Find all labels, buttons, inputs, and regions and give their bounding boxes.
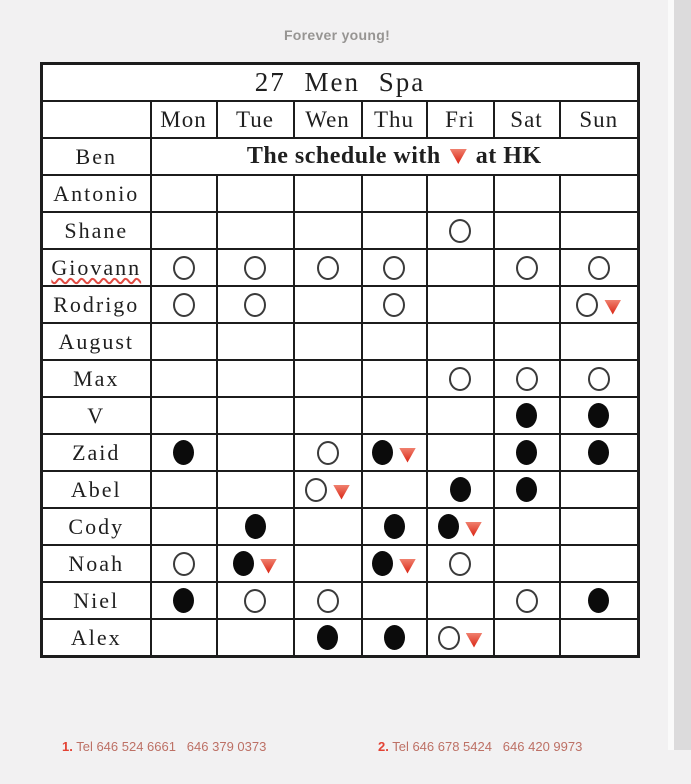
red-triangle-icon — [604, 300, 621, 315]
schedule-cell — [217, 619, 294, 657]
schedule-cell — [427, 434, 494, 471]
schedule-cell — [427, 175, 494, 212]
row-name: Noah — [42, 545, 151, 582]
filled-circle-icon — [233, 551, 254, 576]
row-name: Max — [42, 360, 151, 397]
open-circle-icon — [516, 589, 538, 613]
schedule-cell — [294, 286, 362, 323]
schedule-cell — [217, 397, 294, 434]
banner-cell — [151, 138, 639, 175]
footer-marker: 2. — [378, 739, 389, 754]
banner-text-after: at HK — [475, 143, 542, 169]
schedule-cell — [560, 508, 639, 545]
day-header-sat: Sat — [494, 101, 560, 138]
schedule-cell — [362, 397, 427, 434]
filled-circle-icon — [173, 440, 194, 465]
schedule-cell — [560, 175, 639, 212]
schedule-cell — [494, 323, 560, 360]
filled-circle-icon — [516, 477, 537, 502]
red-triangle-icon — [260, 559, 277, 574]
table-row — [42, 249, 639, 286]
footer-text: Tel 646 678 5424 646 420 9973 — [388, 739, 583, 754]
table-row — [42, 471, 639, 508]
open-circle-icon — [173, 552, 195, 576]
open-circle-icon — [317, 441, 339, 465]
schedule-table — [40, 62, 640, 658]
day-header-thu: Thu — [362, 101, 427, 138]
schedule-cell — [294, 360, 362, 397]
schedule-cell — [362, 545, 427, 582]
schedule-cell — [294, 545, 362, 582]
schedule-cell — [494, 471, 560, 508]
schedule-cell — [427, 582, 494, 619]
schedule-cell — [494, 175, 560, 212]
filled-circle-icon — [372, 440, 393, 465]
schedule-cell — [494, 286, 560, 323]
schedule-cell — [362, 619, 427, 657]
schedule-cell — [560, 434, 639, 471]
table-row — [42, 434, 639, 471]
schedule-cell — [427, 286, 494, 323]
scrollbar-track — [674, 0, 691, 750]
filled-circle-icon — [588, 588, 609, 613]
filled-circle-icon — [438, 514, 459, 539]
filled-circle-icon — [450, 477, 471, 502]
open-circle-icon — [317, 589, 339, 613]
schedule-cell — [560, 582, 639, 619]
schedule-cell — [217, 286, 294, 323]
schedule-cell — [362, 212, 427, 249]
day-header-sun: Sun — [560, 101, 639, 138]
row-name: Cody — [42, 508, 151, 545]
schedule-cell — [151, 619, 217, 657]
row-name: Abel — [42, 471, 151, 508]
schedule-cell — [151, 582, 217, 619]
schedule-cell — [151, 249, 217, 286]
schedule-cell — [294, 471, 362, 508]
schedule-cell — [294, 249, 362, 286]
schedule-cell — [294, 619, 362, 657]
table-row — [42, 582, 639, 619]
row-name: Shane — [42, 212, 151, 249]
banner-text-before: The schedule with — [246, 143, 441, 169]
schedule-cell — [427, 508, 494, 545]
schedule-cell — [494, 360, 560, 397]
schedule-cell — [362, 175, 427, 212]
table-row — [42, 508, 639, 545]
schedule-cell — [494, 434, 560, 471]
schedule-cell — [362, 471, 427, 508]
open-circle-icon — [449, 552, 471, 576]
schedule-cell — [494, 619, 560, 657]
footer-marker: 1. — [62, 739, 73, 754]
open-circle-icon — [449, 219, 471, 243]
day-header-row — [42, 101, 639, 138]
title-row — [42, 64, 639, 102]
schedule-cell — [294, 212, 362, 249]
schedule-cell — [151, 434, 217, 471]
day-header-tue: Tue — [217, 101, 294, 138]
schedule-cell — [427, 323, 494, 360]
schedule-cell — [427, 397, 494, 434]
red-triangle-icon — [465, 522, 482, 537]
table-row — [42, 323, 639, 360]
open-circle-icon — [588, 367, 610, 391]
table-row — [42, 286, 639, 323]
open-circle-icon — [383, 293, 405, 317]
red-triangle-icon — [399, 559, 416, 574]
schedule-cell — [494, 582, 560, 619]
schedule-cell — [560, 397, 639, 434]
schedule-cell — [151, 508, 217, 545]
schedule-cell — [427, 545, 494, 582]
open-circle-icon — [438, 626, 460, 650]
schedule-cell — [427, 360, 494, 397]
schedule-cell — [494, 249, 560, 286]
schedule-cell — [362, 434, 427, 471]
schedule-cell — [560, 212, 639, 249]
schedule-cell — [151, 471, 217, 508]
schedule-cell — [362, 360, 427, 397]
schedule-cell — [494, 397, 560, 434]
schedule-cell — [294, 323, 362, 360]
schedule-cell — [560, 249, 639, 286]
schedule-cell — [560, 545, 639, 582]
schedule-cell — [560, 286, 639, 323]
open-circle-icon — [244, 589, 266, 613]
banner-row — [42, 138, 639, 175]
open-circle-icon — [317, 256, 339, 280]
footer-text: Tel 646 524 6661 646 379 0373 — [72, 739, 267, 754]
schedule-cell — [217, 175, 294, 212]
schedule-cell — [427, 212, 494, 249]
open-circle-icon — [244, 256, 266, 280]
filled-circle-icon — [516, 440, 537, 465]
schedule-cell — [560, 471, 639, 508]
schedule-cell — [217, 582, 294, 619]
schedule-cell — [217, 434, 294, 471]
table-row — [42, 175, 639, 212]
schedule-cell — [560, 360, 639, 397]
row-name: Zaid — [42, 434, 151, 471]
table-row — [42, 619, 639, 657]
open-circle-icon — [244, 293, 266, 317]
header-note: Forever young! — [283, 27, 391, 43]
schedule-cell — [151, 286, 217, 323]
open-circle-icon — [173, 293, 195, 317]
schedule-cell — [362, 286, 427, 323]
filled-circle-icon — [384, 514, 405, 539]
row-name: Giovann — [42, 249, 151, 286]
red-triangle-icon — [450, 149, 467, 164]
schedule-cell — [151, 397, 217, 434]
open-circle-icon — [173, 256, 195, 280]
schedule-cell — [362, 323, 427, 360]
schedule-cell — [560, 323, 639, 360]
filled-circle-icon — [588, 403, 609, 428]
schedule-cell — [294, 434, 362, 471]
red-triangle-icon — [333, 485, 350, 500]
schedule-cell — [151, 212, 217, 249]
footer-item — [62, 739, 266, 754]
open-circle-icon — [516, 367, 538, 391]
red-triangle-icon — [399, 448, 416, 463]
open-circle-icon — [305, 478, 327, 502]
schedule-cell — [294, 508, 362, 545]
row-name: August — [42, 323, 151, 360]
schedule-cell — [362, 508, 427, 545]
table-title: 27 Men Spa — [42, 64, 639, 102]
schedule-cell — [560, 619, 639, 657]
footer-item — [378, 739, 582, 754]
day-header-mon: Mon — [151, 101, 217, 138]
schedule-cell — [217, 508, 294, 545]
schedule-cell — [494, 545, 560, 582]
red-triangle-icon — [466, 633, 483, 648]
filled-circle-icon — [317, 625, 338, 650]
row-name: Ben — [42, 138, 151, 175]
filled-circle-icon — [516, 403, 537, 428]
schedule-cell — [294, 582, 362, 619]
schedule-cell — [217, 471, 294, 508]
filled-circle-icon — [372, 551, 393, 576]
schedule-cell — [151, 175, 217, 212]
schedule-cell — [151, 360, 217, 397]
schedule-cell — [217, 360, 294, 397]
schedule-cell — [217, 323, 294, 360]
row-name: Alex — [42, 619, 151, 657]
filled-circle-icon — [245, 514, 266, 539]
table-row — [42, 360, 639, 397]
schedule-cell — [294, 175, 362, 212]
row-name: Rodrigo — [42, 286, 151, 323]
schedule-cell — [217, 212, 294, 249]
filled-circle-icon — [173, 588, 194, 613]
filled-circle-icon — [384, 625, 405, 650]
schedule-cell — [217, 545, 294, 582]
open-circle-icon — [516, 256, 538, 280]
open-circle-icon — [588, 256, 610, 280]
schedule-cell — [151, 323, 217, 360]
schedule-cell — [427, 471, 494, 508]
day-header-fri: Fri — [427, 101, 494, 138]
corner-cell — [42, 101, 151, 138]
schedule-cell — [294, 397, 362, 434]
day-header-wen: Wen — [294, 101, 362, 138]
schedule-cell — [427, 249, 494, 286]
schedule-cell — [494, 212, 560, 249]
open-circle-icon — [576, 293, 598, 317]
table-row — [42, 545, 639, 582]
schedule-cell — [362, 249, 427, 286]
table-row — [42, 212, 639, 249]
schedule-cell — [151, 545, 217, 582]
open-circle-icon — [383, 256, 405, 280]
table-row — [42, 397, 639, 434]
footer-phone-list — [0, 739, 674, 754]
row-name: V — [42, 397, 151, 434]
row-name: Antonio — [42, 175, 151, 212]
filled-circle-icon — [588, 440, 609, 465]
schedule-cell — [362, 582, 427, 619]
schedule-cell — [217, 249, 294, 286]
schedule-cell — [427, 619, 494, 657]
schedule-cell — [494, 508, 560, 545]
row-name: Niel — [42, 582, 151, 619]
open-circle-icon — [449, 367, 471, 391]
